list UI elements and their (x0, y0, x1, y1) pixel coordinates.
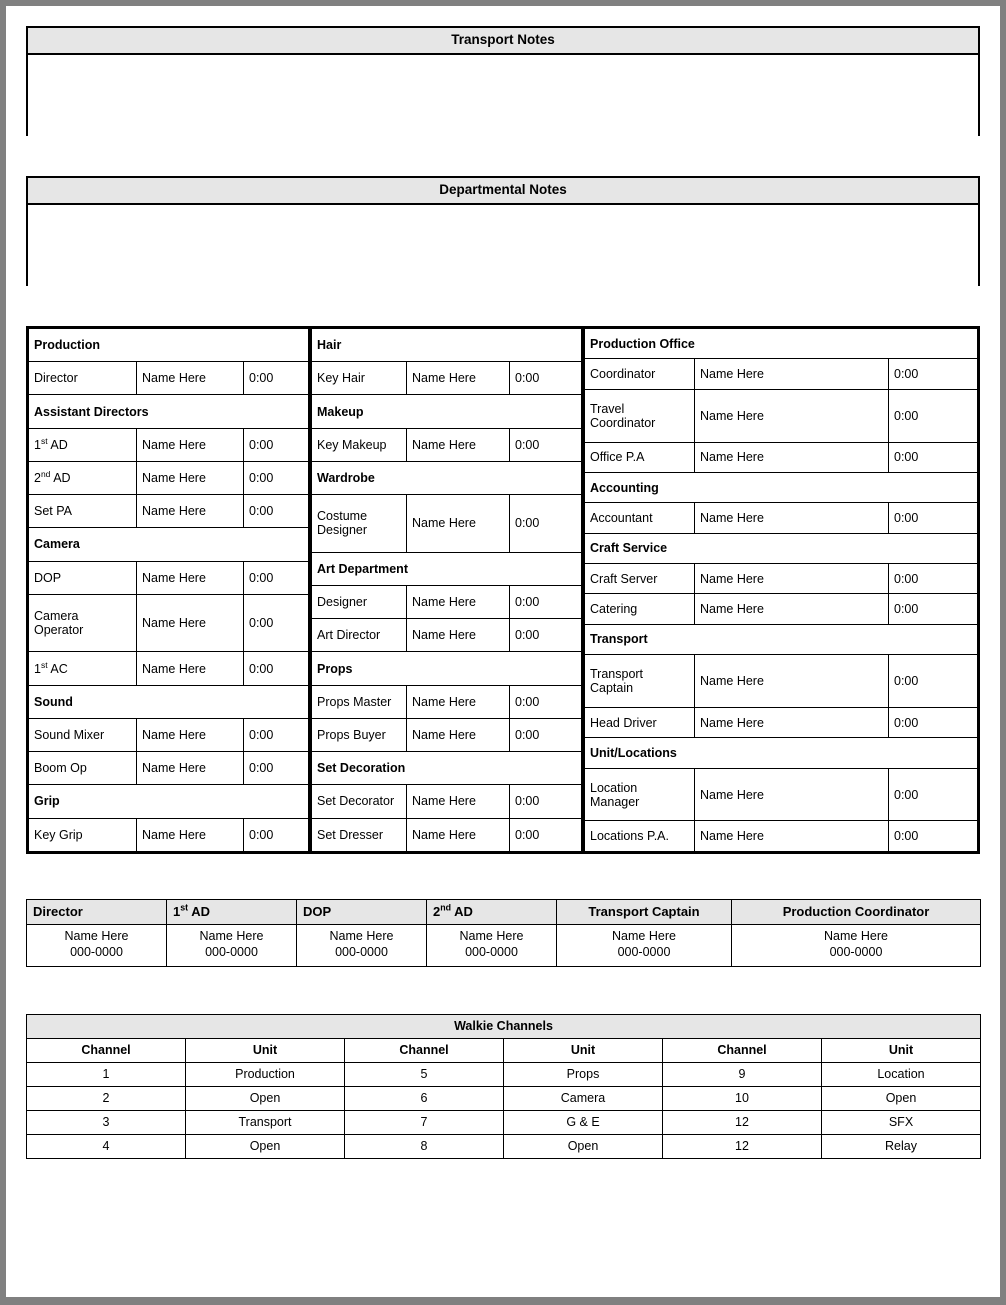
walkie-unit-name[interactable]: Transport (186, 1111, 345, 1135)
walkie-unit-name[interactable]: Relay (822, 1135, 981, 1159)
walkie-header-row (27, 1039, 981, 1063)
contact-entry[interactable] (167, 925, 297, 967)
transport-notes-body[interactable] (28, 55, 978, 138)
contact-entry[interactable] (732, 925, 981, 967)
contact-entry[interactable] (297, 925, 427, 967)
crew-time-field[interactable]: 0:00 (244, 428, 309, 461)
walkie-unit-name[interactable]: SFX (822, 1111, 981, 1135)
walkie-unit-name[interactable]: Props (504, 1063, 663, 1087)
crew-row (312, 428, 582, 461)
crew-time-field[interactable]: 0:00 (889, 503, 978, 533)
crew-time-field[interactable]: 0:00 (510, 718, 582, 751)
crew-name-field[interactable]: Name Here (407, 495, 510, 553)
crew-row (312, 718, 582, 751)
crew-row (312, 818, 582, 851)
crew-row (585, 821, 978, 852)
contact-entry[interactable] (557, 925, 732, 967)
dept-header-row (29, 395, 309, 428)
walkie-channel-number[interactable]: 5 (345, 1063, 504, 1087)
walkie-unit-name[interactable]: Location (822, 1063, 981, 1087)
crew-role-dop: DOP (29, 561, 137, 594)
walkie-row (27, 1087, 981, 1111)
crew-role-boom-op: Boom Op (29, 752, 137, 785)
crew-role-travel-coordinator: Travel Coordinator (585, 389, 695, 442)
crew-name-field[interactable]: Name Here (407, 586, 510, 619)
contact-entry[interactable] (427, 925, 557, 967)
crew-row (312, 362, 582, 395)
dept-header-assistant-directors: Assistant Directors (29, 395, 309, 428)
crew-time-field[interactable]: 0:00 (889, 594, 978, 624)
crew-row (585, 707, 978, 737)
walkie-unit-name[interactable]: Open (822, 1087, 981, 1111)
walkie-channel-number[interactable]: 3 (27, 1111, 186, 1135)
crew-time-field[interactable]: 0:00 (244, 818, 309, 851)
crew-row (29, 718, 309, 751)
crew-name-field[interactable]: Name Here (695, 503, 889, 533)
dept-header-row (585, 533, 978, 563)
crew-role-location-manager: Location Manager (585, 768, 695, 821)
dept-header-hair: Hair (312, 329, 582, 362)
walkie-row (27, 1135, 981, 1159)
walkie-row (27, 1063, 981, 1087)
crew-role-coordinator: Coordinator (585, 359, 695, 389)
crew-row (29, 561, 309, 594)
contact-header-dop: DOP (297, 900, 427, 925)
crew-row (29, 652, 309, 685)
crew-time-field[interactable]: 0:00 (889, 768, 978, 821)
crew-role-craft-server: Craft Server (585, 564, 695, 594)
crew-role-catering: Catering (585, 594, 695, 624)
dept-header-craft-service: Craft Service (585, 533, 978, 563)
departmental-notes-title: Departmental Notes (28, 178, 978, 205)
dept-header-production: Production (29, 329, 309, 362)
crew-time-field[interactable]: 0:00 (510, 586, 582, 619)
walkie-row (27, 1111, 981, 1135)
crew-row (585, 564, 978, 594)
crew-role-director: Director (29, 362, 137, 395)
crew-role-transport-captain: Transport Captain (585, 655, 695, 708)
crew-role-art-director: Art Director (312, 619, 407, 652)
dept-header-transport: Transport (585, 624, 978, 654)
dept-header-row (312, 461, 582, 494)
contact-header-production-coordinator: Production Coordinator (732, 900, 981, 925)
crew-name-field[interactable]: Name Here (695, 389, 889, 442)
walkie-channel-number[interactable]: 6 (345, 1087, 504, 1111)
contact-entry[interactable] (27, 925, 167, 967)
crew-name-field[interactable]: Name Here (137, 495, 244, 528)
contact-phone: 000-0000 (465, 944, 518, 959)
dept-header-row (312, 395, 582, 428)
walkie-unit-name[interactable]: Open (504, 1135, 663, 1159)
crew-name-field[interactable]: Name Here (695, 655, 889, 708)
crew-name-field[interactable]: Name Here (695, 359, 889, 389)
crew-name-field[interactable]: Name Here (407, 619, 510, 652)
crew-name-field[interactable]: Name Here (407, 818, 510, 851)
dept-header-production-office: Production Office (585, 329, 978, 359)
crew-row (312, 785, 582, 818)
crew-row (312, 619, 582, 652)
contact-name: Name Here (64, 929, 129, 943)
contacts-header-row (27, 900, 981, 925)
walkie-channel-number[interactable]: 7 (345, 1111, 504, 1135)
dept-header-row (312, 752, 582, 785)
crew-time-field[interactable]: 0:00 (510, 619, 582, 652)
crew-time-field[interactable]: 0:00 (889, 821, 978, 852)
crew-row (29, 428, 309, 461)
crew-name-field[interactable]: Name Here (695, 768, 889, 821)
crew-time-field[interactable]: 0:00 (889, 442, 978, 472)
walkie-channel-number[interactable]: 9 (663, 1063, 822, 1087)
crew-role-1-ad: 1st AD (29, 428, 137, 461)
crew-name-field[interactable]: Name Here (137, 718, 244, 751)
walkie-unit-name[interactable]: Production (186, 1063, 345, 1087)
crew-time-field[interactable]: 0:00 (889, 707, 978, 737)
crew-row (312, 586, 582, 619)
dept-header-camera: Camera (29, 528, 309, 561)
dept-header-row (312, 652, 582, 685)
crew-name-field[interactable]: Name Here (137, 561, 244, 594)
contact-header-transport-captain: Transport Captain (557, 900, 732, 925)
crew-row (29, 752, 309, 785)
crew-time-field[interactable]: 0:00 (510, 818, 582, 851)
dept-header-accounting: Accounting (585, 472, 978, 502)
dept-header-makeup: Makeup (312, 395, 582, 428)
crew-name-field[interactable]: Name Here (137, 428, 244, 461)
walkie-channel-number[interactable]: 4 (27, 1135, 186, 1159)
dept-header-row (585, 738, 978, 768)
crew-role-set-pa: Set PA (29, 495, 137, 528)
dept-header-props: Props (312, 652, 582, 685)
crew-name-field[interactable]: Name Here (407, 362, 510, 395)
crew-name-field[interactable]: Name Here (407, 785, 510, 818)
dept-header-row (29, 528, 309, 561)
transport-notes-box (26, 26, 980, 136)
dept-header-sound: Sound (29, 685, 309, 718)
crew-time-field[interactable]: 0:00 (889, 564, 978, 594)
crew-role-head-driver: Head Driver (585, 707, 695, 737)
crew-name-field[interactable]: Name Here (137, 461, 244, 494)
crew-role-camera-operator: Camera Operator (29, 594, 137, 652)
crew-row (312, 495, 582, 553)
contact-name: Name Here (459, 929, 524, 943)
crew-role-locations-p-a: Locations P.A. (585, 821, 695, 852)
dept-header-row (29, 685, 309, 718)
crew-name-field[interactable]: Name Here (695, 442, 889, 472)
contact-name: Name Here (329, 929, 394, 943)
walkie-unit-name[interactable]: G & E (504, 1111, 663, 1135)
crew-time-field[interactable]: 0:00 (244, 461, 309, 494)
contact-phone: 000-0000 (829, 944, 883, 959)
crew-name-field[interactable]: Name Here (695, 594, 889, 624)
contact-name: Name Here (612, 929, 676, 943)
crew-role-sound-mixer: Sound Mixer (29, 718, 137, 751)
crew-row (585, 594, 978, 624)
walkie-unit-name[interactable]: Open (186, 1087, 345, 1111)
crew-row (585, 655, 978, 708)
crew-time-field[interactable]: 0:00 (510, 428, 582, 461)
dept-header-row (312, 329, 582, 362)
crew-row (312, 685, 582, 718)
walkie-channel-number[interactable]: 10 (663, 1087, 822, 1111)
dept-header-art-department: Art Department (312, 552, 582, 585)
crew-role-set-dresser: Set Dresser (312, 818, 407, 851)
walkie-header-unit-1: Unit (186, 1039, 345, 1063)
contact-phone: 000-0000 (205, 944, 258, 959)
walkie-channel-number[interactable]: 12 (663, 1111, 822, 1135)
crew-role-designer: Designer (312, 586, 407, 619)
dept-header-grip: Grip (29, 785, 309, 818)
crew-role-costume-designer: Costume Designer (312, 495, 407, 553)
walkie-unit-name[interactable]: Open (186, 1135, 345, 1159)
crew-row (585, 503, 978, 533)
contact-header-director: Director (27, 900, 167, 925)
crew-name-field[interactable]: Name Here (407, 718, 510, 751)
crew-role-office-p-a: Office P.A (585, 442, 695, 472)
crew-time-field[interactable]: 0:00 (244, 362, 309, 395)
walkie-channels-box (26, 1014, 980, 1159)
dept-header-wardrobe: Wardrobe (312, 461, 582, 494)
walkie-title-row (27, 1015, 981, 1039)
crew-name-field[interactable]: Name Here (137, 818, 244, 851)
crew-time-field[interactable]: 0:00 (510, 495, 582, 553)
dept-header-unit-locations: Unit/Locations (585, 738, 978, 768)
crew-name-field[interactable]: Name Here (695, 564, 889, 594)
crew-name-field[interactable]: Name Here (137, 362, 244, 395)
crew-row (585, 442, 978, 472)
walkie-unit-name[interactable]: Camera (504, 1087, 663, 1111)
crew-row (29, 362, 309, 395)
call-sheet-page (6, 6, 1000, 1297)
contact-phone: 000-0000 (335, 944, 388, 959)
crew-name-field[interactable]: Name Here (407, 428, 510, 461)
crew-time-field[interactable]: 0:00 (889, 655, 978, 708)
crew-role-2-ad: 2nd AD (29, 461, 137, 494)
walkie-header-channel-2: Channel (345, 1039, 504, 1063)
crew-time-field[interactable]: 0:00 (510, 362, 582, 395)
crew-time-field[interactable]: 0:00 (244, 752, 309, 785)
dept-header-row (585, 472, 978, 502)
crew-row (29, 594, 309, 652)
crew-role-props-master: Props Master (312, 685, 407, 718)
crew-name-field[interactable]: Name Here (695, 821, 889, 852)
crew-role-set-decorator: Set Decorator (312, 785, 407, 818)
crew-column-office-transport (584, 328, 978, 852)
walkie-header-channel-4: Channel (663, 1039, 822, 1063)
contact-phone: 000-0000 (70, 944, 123, 959)
dept-header-row (585, 624, 978, 654)
crew-time-field[interactable]: 0:00 (244, 561, 309, 594)
crew-time-field[interactable]: 0:00 (510, 785, 582, 818)
departmental-notes-box (26, 176, 980, 286)
walkie-header-unit-5: Unit (822, 1039, 981, 1063)
crew-row (29, 495, 309, 528)
dept-header-row (312, 552, 582, 585)
contact-header-2: 2nd AD (427, 900, 557, 925)
crew-time-field[interactable]: 0:00 (244, 594, 309, 652)
crew-role-key-makeup: Key Makeup (312, 428, 407, 461)
contacts-value-row (27, 925, 981, 967)
crew-role-accountant: Accountant (585, 503, 695, 533)
crew-name-field[interactable]: Name Here (137, 752, 244, 785)
contact-name: Name Here (824, 929, 888, 943)
crew-row (29, 461, 309, 494)
crew-row (585, 389, 978, 442)
walkie-title: Walkie Channels (27, 1015, 981, 1039)
crew-column-hair-art (311, 328, 582, 852)
departmental-notes-body[interactable] (28, 205, 978, 288)
crew-name-field[interactable]: Name Here (137, 652, 244, 685)
crew-role-1-ac: 1st AC (29, 652, 137, 685)
transport-notes-title: Transport Notes (28, 28, 978, 55)
walkie-channel-number[interactable]: 8 (345, 1135, 504, 1159)
crew-role-key-hair: Key Hair (312, 362, 407, 395)
crew-grid-box (26, 326, 980, 854)
crew-column-production (28, 328, 309, 852)
crew-row (29, 818, 309, 851)
crew-name-field[interactable]: Name Here (695, 707, 889, 737)
crew-row (585, 768, 978, 821)
crew-time-field[interactable]: 0:00 (244, 652, 309, 685)
crew-role-key-grip: Key Grip (29, 818, 137, 851)
dept-header-row (29, 329, 309, 362)
walkie-header-channel-0: Channel (27, 1039, 186, 1063)
crew-time-field[interactable]: 0:00 (244, 718, 309, 751)
crew-time-field[interactable]: 0:00 (244, 495, 309, 528)
key-contacts-box (26, 899, 980, 967)
dept-header-row (585, 329, 978, 359)
contact-phone: 000-0000 (617, 944, 671, 959)
walkie-channel-number[interactable]: 12 (663, 1135, 822, 1159)
crew-time-field[interactable]: 0:00 (510, 685, 582, 718)
contact-name: Name Here (199, 929, 264, 943)
crew-name-field[interactable]: Name Here (407, 685, 510, 718)
dept-header-set-decoration: Set Decoration (312, 752, 582, 785)
crew-time-field[interactable]: 0:00 (889, 389, 978, 442)
contact-header-1: 1st AD (167, 900, 297, 925)
crew-name-field[interactable]: Name Here (137, 594, 244, 652)
crew-time-field[interactable]: 0:00 (889, 359, 978, 389)
crew-row (585, 359, 978, 389)
walkie-channel-number[interactable]: 2 (27, 1087, 186, 1111)
crew-role-props-buyer: Props Buyer (312, 718, 407, 751)
walkie-header-unit-3: Unit (504, 1039, 663, 1063)
walkie-channel-number[interactable]: 1 (27, 1063, 186, 1087)
dept-header-row (29, 785, 309, 818)
